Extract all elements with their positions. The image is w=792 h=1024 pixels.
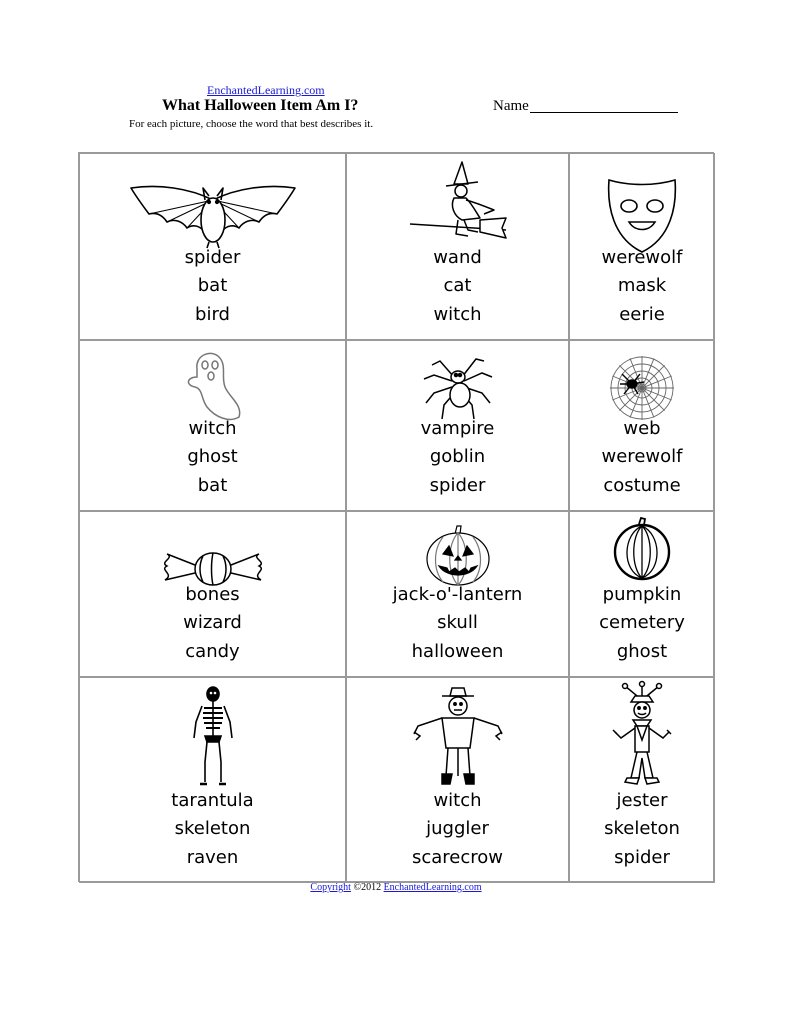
word-choices [570, 415, 714, 501]
word-choice[interactable]: skeleton [604, 818, 680, 839]
word-choice[interactable]: bat [197, 474, 228, 496]
word-choice[interactable]: candy [185, 640, 240, 662]
skeleton-icon [80, 686, 345, 790]
scarecrow-icon [347, 686, 568, 790]
word-choice[interactable]: scarecrow [411, 846, 504, 868]
word-choices [347, 415, 568, 501]
word-choice[interactable]: cemetery [599, 612, 685, 633]
word-choice[interactable]: cat [443, 275, 472, 296]
quiz-cell-bat [79, 153, 346, 340]
word-choice[interactable]: bird [195, 303, 230, 325]
copyright-year: ©2012 [353, 882, 382, 893]
word-choice[interactable]: goblin [429, 446, 486, 467]
instructions: For each picture, choose the word that best describes it. [129, 118, 374, 130]
word-choices [347, 787, 568, 873]
word-choice[interactable]: wand [433, 246, 482, 268]
jack-o-lantern-icon [347, 526, 568, 586]
word-choice[interactable]: werewolf [601, 446, 683, 467]
quiz-grid [78, 152, 714, 882]
footer-site-link[interactable]: EnchantedLearning.com [383, 882, 482, 893]
name-label: Name [493, 98, 529, 114]
word-choices [80, 244, 345, 330]
quiz-cell-ghost [79, 340, 346, 511]
word-choices [347, 581, 568, 667]
site-link[interactable]: EnchantedLearning.com [207, 83, 325, 97]
word-choice[interactable]: spider [184, 246, 241, 268]
spider-web-icon [570, 355, 714, 421]
word-choice[interactable]: skeleton [174, 818, 251, 839]
footer [0, 882, 792, 893]
word-choices [80, 787, 345, 873]
word-choices [80, 415, 345, 501]
name-line [530, 112, 678, 113]
word-choice[interactable]: bones [185, 583, 240, 605]
word-choice[interactable]: halloween [411, 640, 504, 662]
word-choice[interactable]: witch [433, 789, 482, 811]
quiz-cell-jester [569, 677, 715, 883]
word-choice[interactable]: skull [437, 612, 478, 633]
quiz-cell-skeleton [79, 677, 346, 883]
word-choice[interactable]: costume [603, 474, 681, 496]
word-choice[interactable]: raven [186, 846, 239, 868]
word-choice[interactable]: bat [197, 275, 228, 296]
word-choices [570, 244, 714, 330]
word-choice[interactable]: vampire [420, 417, 495, 439]
word-choices [80, 581, 345, 667]
copyright-link[interactable]: Copyright [310, 882, 351, 893]
witch-on-broom-icon [347, 160, 568, 252]
word-choice[interactable]: witch [433, 303, 482, 325]
quiz-cell-pumpkin [569, 511, 715, 677]
word-choice[interactable]: ghost [616, 640, 668, 662]
word-choices [570, 787, 714, 873]
word-choice[interactable]: mask [617, 275, 667, 296]
word-choice[interactable]: web [623, 417, 661, 439]
word-choice[interactable]: spider [429, 474, 486, 496]
word-choice[interactable]: witch [188, 417, 237, 439]
quiz-cell-spider [346, 340, 569, 511]
word-choice[interactable]: tarantula [171, 789, 254, 811]
pumpkin-icon [570, 518, 714, 580]
spider-icon [347, 347, 568, 423]
word-choice[interactable]: eerie [619, 303, 665, 325]
quiz-cell-scarecrow [346, 677, 569, 883]
quiz-cell-web [569, 340, 715, 511]
word-choices [570, 581, 714, 667]
word-choice[interactable]: wizard [183, 612, 242, 633]
word-choices [347, 244, 568, 330]
quiz-cell-mask [569, 153, 715, 340]
quiz-cell-candy [79, 511, 346, 677]
word-choice[interactable]: werewolf [601, 246, 683, 268]
bat-icon [80, 182, 345, 248]
word-choice[interactable]: ghost [187, 446, 238, 467]
quiz-cell-witch [346, 153, 569, 340]
word-choice[interactable]: spider [614, 846, 670, 868]
word-choice[interactable]: pumpkin [602, 583, 682, 605]
ghost-icon [80, 349, 345, 423]
quiz-cell-jack-o-lantern [346, 511, 569, 677]
jester-icon [570, 682, 714, 790]
page-title: What Halloween Item Am I? [162, 97, 359, 114]
word-choice[interactable]: juggler [426, 818, 489, 839]
mask-icon [570, 176, 714, 254]
word-choice[interactable]: jack-o'-lantern [392, 583, 523, 605]
word-choice[interactable]: jester [616, 789, 668, 811]
